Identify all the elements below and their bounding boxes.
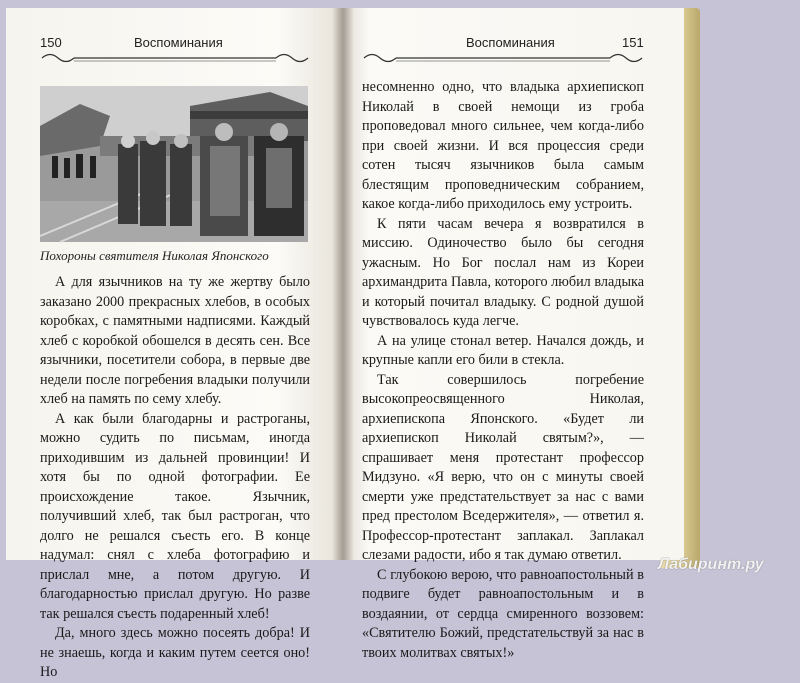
photo-caption: Похороны святителя Николая Японского	[40, 248, 269, 263]
left-page-number: 150	[40, 35, 62, 50]
funeral-procession-photo	[40, 86, 308, 242]
paragraph: А на улице стонал ветер. Начался дождь, и крупные капли его били в стекла.	[362, 332, 644, 368]
scroll-ornament-icon	[362, 51, 644, 65]
paragraph: Да, много здесь можно посеять добра! И не знаешь, когда и каким путем сеется оно! Но	[40, 625, 310, 680]
left-page	[6, 8, 346, 680]
left-page-text	[40, 273, 310, 683]
paragraph: К пяти часам вечера я возвратился в миссию. Одиночество было бы сегодня ужасным. Но Бог послал нам из Кореи архимандрита Павла, которого любил владыка и который почитал владыку. С родной душой чувствовалось куда легче.	[362, 215, 644, 329]
right-page-text	[362, 78, 644, 663]
paragraph: С глубокою верою, что равноапостольный в подвиге будет равноапостольным и в воздаянии, от сердца смиренного воззовем: «Святителю Божий, предстательствуй за нас в твоих молитвах святых!»	[362, 566, 644, 661]
paragraph: А для язычников на ту же жертву было заказано 2000 прекрасных хлебов, в особых коробках, с памятными надписями. Каждый хлеб с коробкой обошелся в десять сен. Все язычники, посетители собора, в первые две недели после погребения владыки получили хлеб на память по сему хлебу.	[40, 274, 310, 407]
watermark: Лабиринт.ру	[658, 556, 764, 573]
paragraph: несомненно одно, что владыка архиепископ Николай в своей немощи из гроба проповедовал много сильнее, чем когда-либо при своей жизни. И вся процессия среди сотен тысяч язычников была самым блестящим проповедническим собранием, какое когда-либо приходилось ему устроить.	[362, 79, 644, 212]
paragraph: А как были благодарны и растроганы, можно судить по письмам, иногда приходившим из дальней провинции! И хотя бы по одной фотографии. Ее происхождение такое. Язычник, получивший хлеб, так был растроган, что долго не решался съесть его. В конце надумал: снял с хлеба фотографию и прислал мне, а потом другую. И благодарностью прислал другую. Но разве так решался съесть подаренный хлеб!	[40, 410, 310, 622]
right-running-head: Воспоминания	[466, 35, 555, 50]
open-book	[6, 8, 684, 680]
scroll-ornament-icon	[40, 51, 310, 65]
left-running-head: Воспоминания	[134, 35, 223, 50]
paragraph: Так совершилось погребение высокопреосвященного Николая, архиепископа Японского. «Будет ли архиепископ Николай святым?», — спрашивает меня протестант профессор Мидзуно. «Я верю, что он с минуты своей смерти уже предстательствует за нас с вами пред престолом Вседержителя», — ответил я. Профессор-протестант заплакал. Заплакал слезами радости, ибо я так думаю ответил.	[362, 371, 644, 563]
book-gutter	[332, 8, 354, 560]
right-page-number: 151	[622, 35, 644, 50]
